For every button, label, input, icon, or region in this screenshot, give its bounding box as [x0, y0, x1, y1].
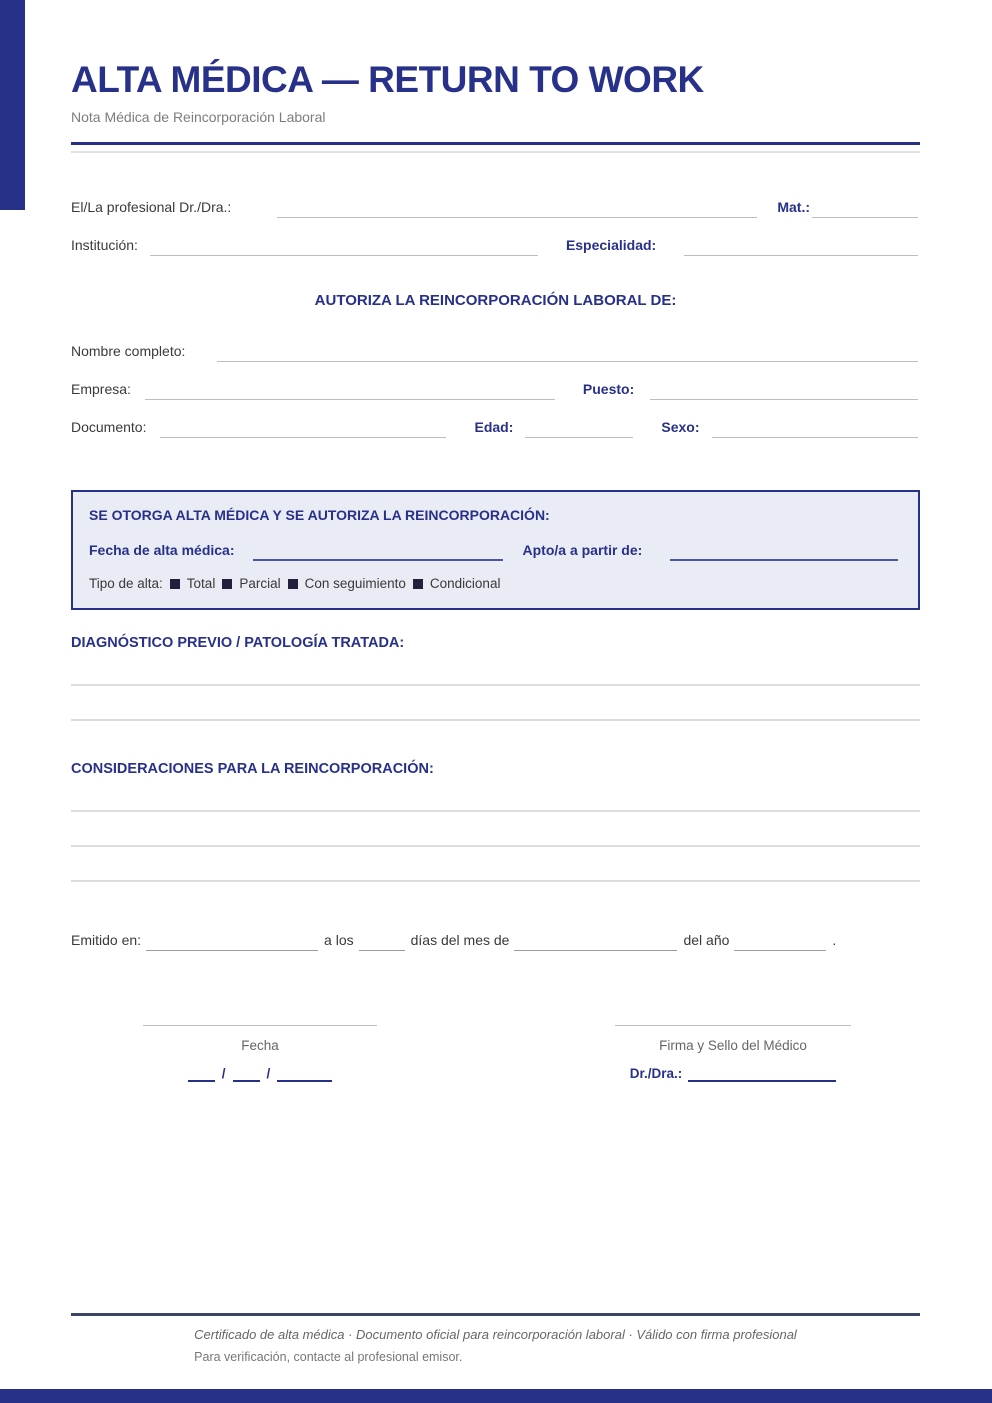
specialty-label: Especialidad:	[565, 237, 657, 254]
specialty-field[interactable]	[684, 236, 918, 256]
header-rule-thick	[71, 142, 920, 145]
issued-prefix: Emitido en:	[71, 932, 142, 949]
company-field[interactable]	[145, 380, 555, 400]
discharge-box	[71, 490, 920, 610]
institution-row	[71, 235, 920, 256]
doctor-label: El/La profesional Dr./Dra.:	[71, 199, 232, 216]
institution-label: Institución:	[71, 237, 138, 254]
discharge-date-label: Fecha de alta médica:	[89, 542, 235, 559]
diagnosis-writing-line-1[interactable]	[71, 651, 920, 686]
date-caption: Fecha	[241, 1038, 279, 1054]
authorization-heading: AUTORIZA LA REINCORPORACIÓN LABORAL DE:	[314, 292, 677, 310]
signature-area	[71, 1025, 920, 1082]
date-signature-block	[143, 1025, 377, 1082]
discharge-type-option-total: Total	[186, 576, 216, 592]
considerations-writing-line-1[interactable]	[71, 777, 920, 812]
doctor-name-row	[615, 1065, 851, 1082]
document-row	[71, 417, 920, 438]
fit-from-field[interactable]	[670, 541, 898, 561]
institution-field[interactable]	[150, 236, 538, 256]
checkbox-parcial-icon[interactable]	[222, 579, 232, 589]
mat-field[interactable]	[812, 198, 918, 218]
issued-month-field[interactable]	[514, 933, 677, 951]
issued-del-ano: del año	[683, 932, 730, 949]
diagnosis-heading: DIAGNÓSTICO PREVIO / PATOLOGÍA TRATADA:	[71, 635, 405, 652]
left-accent-bar	[0, 0, 25, 210]
discharge-type-label: Tipo de alta:	[89, 576, 163, 592]
doctor-prefix: Dr./Dra.:	[629, 1066, 683, 1082]
document-label: Documento:	[71, 419, 147, 436]
footer-certificate-note: Certificado de alta médica · Documento oficial para reincorporación laboral · Válido con firma profesional	[194, 1327, 797, 1342]
footer-rule	[71, 1313, 920, 1316]
age-label: Edad:	[474, 419, 514, 436]
position-field[interactable]	[650, 380, 918, 400]
footer-verification-note: Para verificación, contacte al profesional emisor.	[194, 1350, 463, 1364]
professional-row	[71, 197, 920, 218]
sex-field[interactable]	[712, 418, 919, 438]
checkbox-con-seguimiento-icon[interactable]	[288, 579, 298, 589]
age-field[interactable]	[525, 418, 633, 438]
date-slash-2: /	[266, 1066, 271, 1082]
doctor-signature-name-field[interactable]	[688, 1066, 836, 1082]
issued-a-los: a los	[324, 932, 354, 949]
doctor-signature-block	[615, 1025, 851, 1082]
date-signature-line[interactable]	[143, 1025, 377, 1026]
document-field[interactable]	[160, 418, 446, 438]
header-rule-thin	[71, 151, 920, 153]
issued-day-field[interactable]	[359, 933, 405, 951]
issued-period: .	[832, 932, 837, 949]
considerations-writing-line-2[interactable]	[71, 812, 920, 847]
sex-label: Sexo:	[661, 419, 700, 436]
full-name-label: Nombre completo:	[71, 343, 186, 360]
signature-caption: Firma y Sello del Médico	[659, 1038, 807, 1054]
considerations-heading: CONSIDERACIONES PARA LA REINCORPORACIÓN:	[71, 761, 434, 778]
discharge-type-option-parcial: Parcial	[239, 576, 281, 592]
date-month-field[interactable]	[233, 1066, 260, 1082]
discharge-date-field[interactable]	[253, 541, 503, 561]
discharge-box-heading: SE OTORGA ALTA MÉDICA Y SE AUTORIZA LA REINCORPORACIÓN:	[89, 507, 550, 524]
doctor-signature-line[interactable]	[615, 1025, 851, 1026]
date-year-field[interactable]	[277, 1066, 332, 1082]
discharge-type-option-condicional: Condicional	[429, 576, 501, 592]
page-subtitle: Nota Médica de Reincorporación Laboral	[71, 109, 326, 126]
date-slash-1: /	[221, 1066, 226, 1082]
discharge-type-row	[89, 576, 902, 591]
diagnosis-writing-line-2[interactable]	[71, 686, 920, 721]
footer	[71, 1313, 920, 1364]
bottom-accent-bar	[0, 1389, 992, 1403]
issued-dias-del-mes: días del mes de	[410, 932, 510, 949]
date-blanks-row	[143, 1065, 377, 1082]
discharge-dates-row	[89, 540, 902, 561]
position-label: Puesto:	[582, 381, 635, 398]
name-row	[71, 341, 920, 362]
issued-year-field[interactable]	[734, 933, 826, 951]
date-day-field[interactable]	[188, 1066, 215, 1082]
considerations-writing-line-3[interactable]	[71, 847, 920, 882]
issued-row	[71, 930, 920, 951]
doctor-name-field[interactable]	[277, 198, 757, 218]
discharge-type-option-con-seguimiento: Con seguimiento	[304, 576, 406, 592]
mat-label: Mat.:	[777, 199, 810, 216]
company-label: Empresa:	[71, 381, 131, 398]
full-name-field[interactable]	[217, 342, 918, 362]
issued-place-field[interactable]	[146, 933, 318, 951]
fit-from-label: Apto/a a partir de:	[522, 542, 643, 559]
checkbox-condicional-icon[interactable]	[413, 579, 423, 589]
company-row	[71, 379, 920, 400]
checkbox-total-icon[interactable]	[170, 579, 180, 589]
page-title: ALTA MÉDICA — RETURN TO WORK	[71, 59, 704, 100]
